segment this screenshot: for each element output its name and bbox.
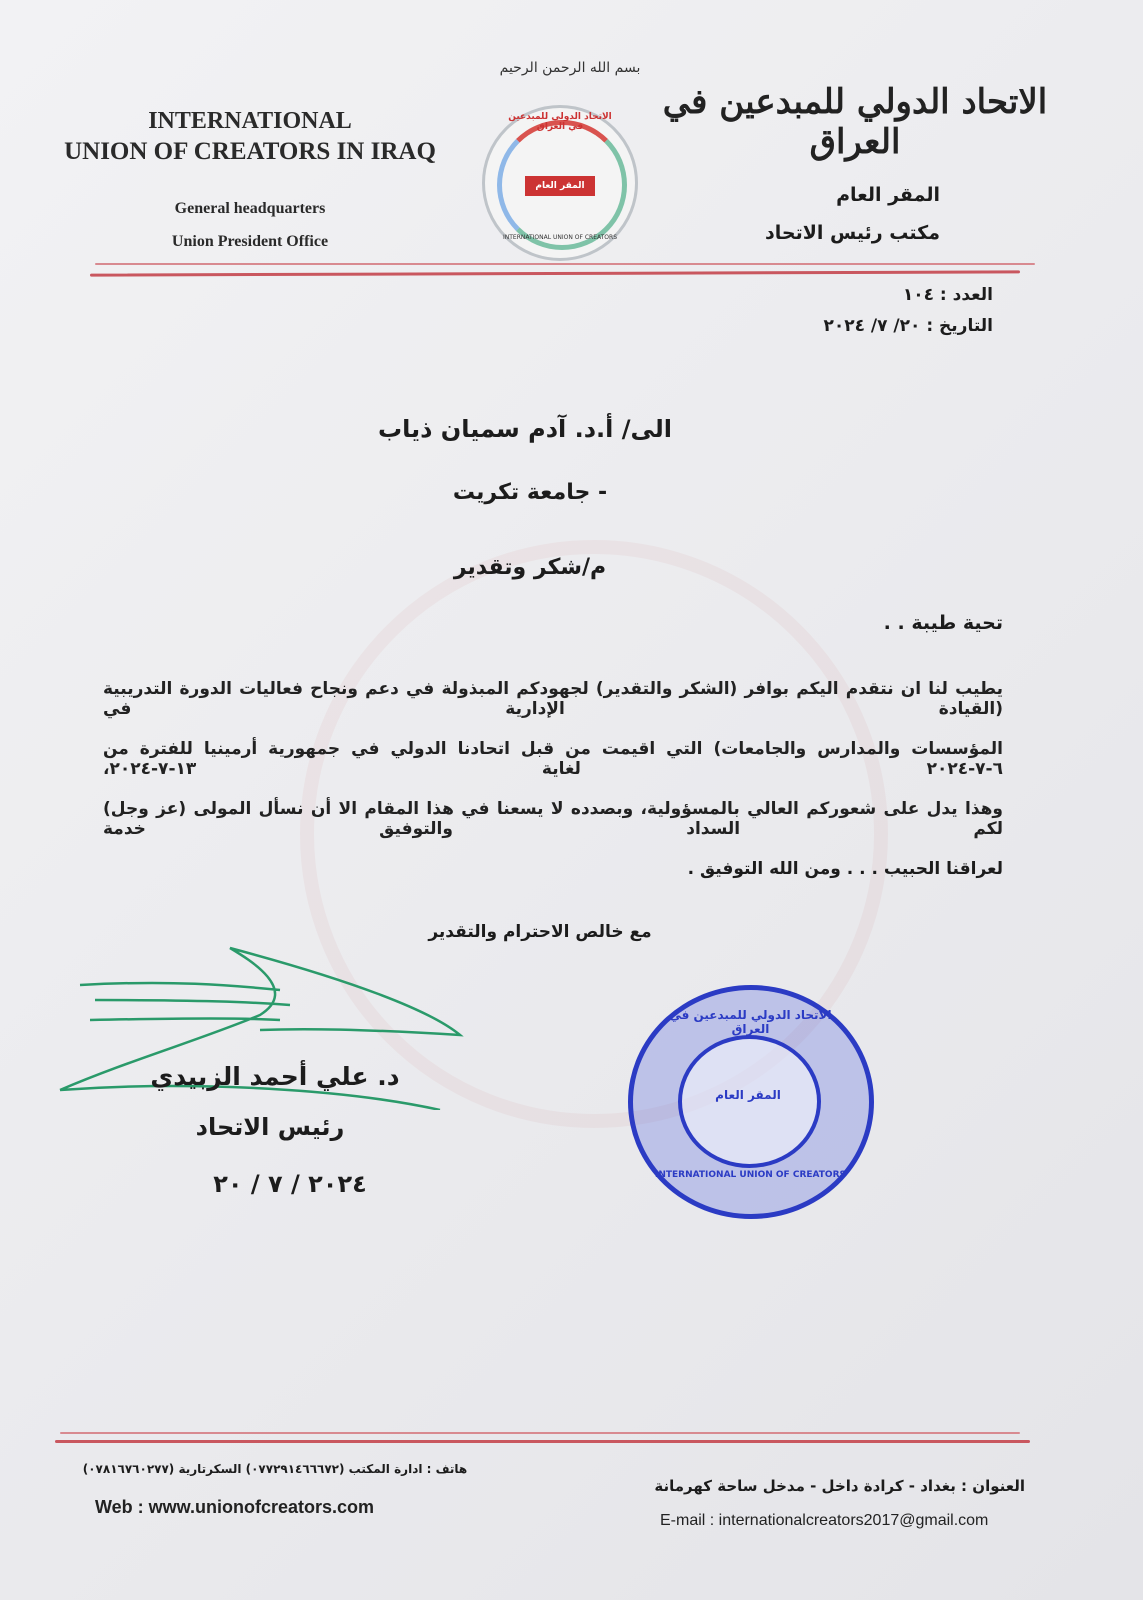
footer-divider-top: [60, 1432, 1020, 1434]
recipient-name: الى/ أ.د. آدم سميان ذياب: [377, 415, 673, 443]
body-line: وهذا يدل على شعوركم العالي بالمسؤولية، وبصدده لا يسعنا في هذا المقام الا أن نسأل المولى (عز وجل) لكم السداد والتوفيق خدمة: [103, 799, 1003, 839]
closing: مع خالص الاحترام والتقدير: [428, 922, 652, 942]
footer-web[interactable]: Web : www.unionofcreators.com: [95, 1497, 375, 1517]
header-divider: [90, 270, 1020, 276]
recipient-institution: - جامعة تكريت: [452, 480, 608, 505]
signatory-title: رئيس الاتحاد: [195, 1113, 345, 1141]
org-name-ar: الاتحاد الدولي للمبدعين في العراق: [662, 82, 1048, 162]
org-name-en-line1: INTERNATIONAL: [148, 108, 352, 134]
signature-date: ٢٠٢٤ / ٧ / ٢٠: [213, 1170, 367, 1198]
footer-phone: هاتف : ادارة المكتب (٠٧٧٢٩١٤٦٦٦٧٢) السكرتارية (٠٧٨١٦٧٦٠٢٧٧): [82, 1462, 468, 1476]
signatory-name: د. علي أحمد الزبيدي: [150, 1062, 400, 1091]
footer-email[interactable]: E-mail : internationalcreators2017@gmail.com: [660, 1512, 989, 1529]
body-line: يطيب لنا ان نتقدم اليكم بوافر (الشكر والتقدير) لجهودكم المبذولة في دعم ونجاح فعاليات الدورة التدريبية (القيادة الإدارية في: [103, 679, 1003, 719]
dept-en-line1: General headquarters: [174, 200, 326, 217]
header-logo: الاتحاد الدولي للمبدعين في العراق المقر العام INTERNATIONAL UNION OF CREATORS: [482, 105, 638, 261]
body-line: لعراقنا الحبيب . . . ومن الله التوفيق .: [687, 859, 1003, 879]
official-stamp: الاتحاد الدولي للمبدعين في العراق المقر العام INTERNATIONAL UNION OF CREATORS: [628, 985, 874, 1219]
dept-en-line2: Union President Office: [171, 233, 329, 250]
body-line: المؤسسات والمدارس والجامعات) التي اقيمت من قبل اتحادنا الدولي في جمهورية أرمينيا للفترة من ٦-٧-٢٠٢٤ لغاية ١٣-٧-٢٠٢٤،: [103, 739, 1003, 779]
footer-divider: [55, 1440, 1030, 1443]
letter-date: التاريخ : ٢٠/ ٧/ ٢٠٢٤: [823, 316, 993, 336]
letter-subject: م/شكر وتقدير: [453, 555, 607, 580]
dept-ar-line2: مكتب رئيس الاتحاد: [765, 222, 940, 244]
dept-ar-line1: المقر العام: [836, 184, 940, 206]
header-divider-top: [95, 263, 1035, 265]
org-name-en-line2: UNION OF CREATORS IN IRAQ: [64, 138, 436, 165]
basmala: بسم الله الرحمن الرحيم: [499, 60, 641, 76]
footer-address: العنوان : بغداد - كرادة داخل - مدخل ساحة كهرمانة: [654, 1477, 1025, 1495]
greeting: تحية طيبة . .: [883, 612, 1003, 634]
letter-number: العدد : ١٠٤: [902, 285, 993, 305]
